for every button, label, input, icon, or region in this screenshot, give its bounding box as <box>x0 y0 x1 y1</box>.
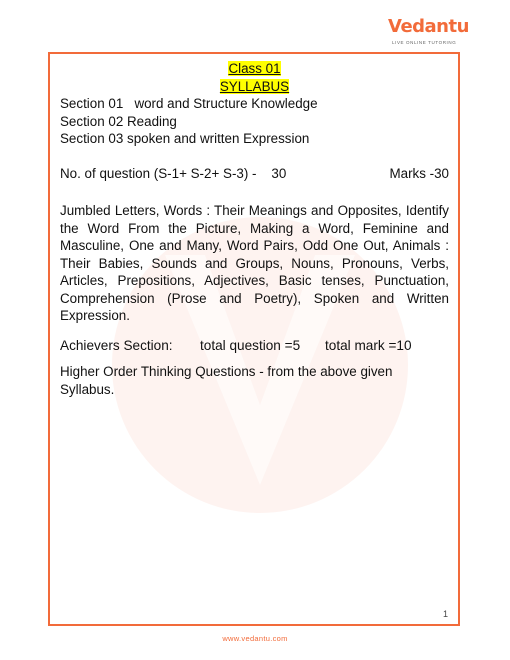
syllabus-title: SYLLABUS <box>219 78 290 94</box>
hots-line: Syllabus. <box>60 382 115 397</box>
class-title: Class 01 <box>228 61 281 76</box>
hots-line: Higher Order Thinking Questions - from the above given <box>60 364 393 379</box>
section-item: Section 01 word and Structure Knowledge <box>60 96 318 111</box>
vedantu-logo <box>388 16 469 48</box>
section-item: Section 03 spoken and written Expression <box>60 131 310 146</box>
syllabus-content <box>60 60 449 399</box>
page-number: 1 <box>443 609 449 619</box>
topics-paragraph: Jumbled Letters, Words : Their Meanings and Opposites, Identify the Word From the Picture, Making a Word, Feminine and Masculine, One and Many, Word Pairs, Odd One Out, Animals : Their Babies, Sounds and Groups, Nouns, Pronouns, Verbs, Articles, Prepositions, Adjectives, Basic tenses, Punctuation, Comprehension (Prose and Poetry), Spoken and Written Expression. <box>60 203 449 323</box>
questions-label: No. of question (S-1+ S-2+ S-3) - 30 <box>60 165 287 181</box>
achievers-questions: total question =5 <box>200 337 301 353</box>
logo-wordmark: Vedantu <box>388 16 469 37</box>
marks-label: Marks -30 <box>389 165 449 181</box>
syllabus-title-row <box>60 78 449 96</box>
hots-paragraph <box>60 363 449 399</box>
logo-tagline: LIVE ONLINE TUTORING <box>392 40 457 45</box>
class-title-row <box>60 60 449 78</box>
achievers-row <box>60 337 449 355</box>
achievers-marks: total mark =10 <box>325 337 412 353</box>
question-marks-row <box>60 165 449 183</box>
section-item: Section 02 Reading <box>60 113 177 129</box>
footer-link[interactable]: www.vedantu.com <box>222 634 288 643</box>
achievers-label: Achievers Section: <box>60 337 173 353</box>
